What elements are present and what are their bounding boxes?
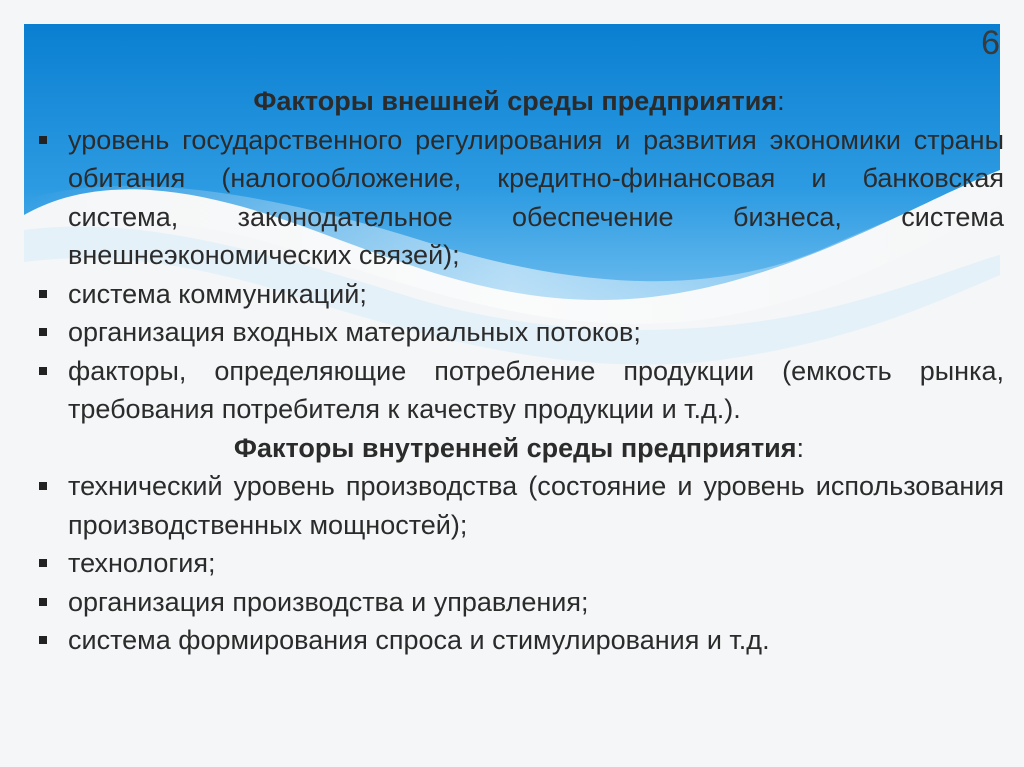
list-item-text: организация входных материальных потоков; xyxy=(68,317,641,347)
list-item xyxy=(34,621,1004,660)
list-item xyxy=(34,121,1004,275)
page-number: 6 xyxy=(981,24,1000,62)
section-title-internal-colon: : xyxy=(796,432,805,463)
bullet-icon xyxy=(39,367,47,375)
external-factors-list xyxy=(34,121,1004,429)
list-item-text: система коммуникаций; xyxy=(68,278,367,309)
list-item-text: система формирования спроса и стимулирования и т.д. xyxy=(68,625,770,655)
section-title-internal-text: Факторы внутренней среды предприятия xyxy=(233,432,797,463)
bullet-icon xyxy=(39,136,47,144)
section-title-internal xyxy=(34,429,1004,468)
bullet-icon xyxy=(39,636,47,644)
section-title-external-colon: : xyxy=(777,86,785,116)
section-title-external xyxy=(34,82,1004,121)
list-item-text: факторы, определяющие потребление продукции (емкость рынка, требования потребителя к качеству продукции и т.д.). xyxy=(68,355,1004,424)
bullet-icon xyxy=(39,559,47,567)
internal-factors-list xyxy=(34,467,1004,660)
list-item-text: технический уровень производства (состояние и уровень использования производственных мощностей); xyxy=(68,471,1004,540)
list-item xyxy=(34,313,1004,352)
list-item xyxy=(34,467,1004,544)
list-item-text: технология; xyxy=(68,548,216,578)
list-item xyxy=(34,544,1004,583)
section-title-external-text: Факторы внешней среды предприятия xyxy=(253,86,778,116)
list-item-text: организация производства и управления; xyxy=(68,586,589,617)
list-item xyxy=(34,352,1004,429)
list-item xyxy=(34,275,1004,314)
bullet-icon xyxy=(39,290,47,298)
bullet-icon xyxy=(39,482,47,490)
list-item xyxy=(34,583,1004,622)
bullet-icon xyxy=(39,328,47,336)
slide-content xyxy=(34,82,1004,660)
list-item-text: уровень государственного регулирования и развития экономики страны обитания (налогообложение, кредитно-финансовая и банковская система, законодательное обеспечение бизнеса, система внешнеэкономических связей); xyxy=(68,124,1004,270)
bullet-icon xyxy=(39,598,47,606)
